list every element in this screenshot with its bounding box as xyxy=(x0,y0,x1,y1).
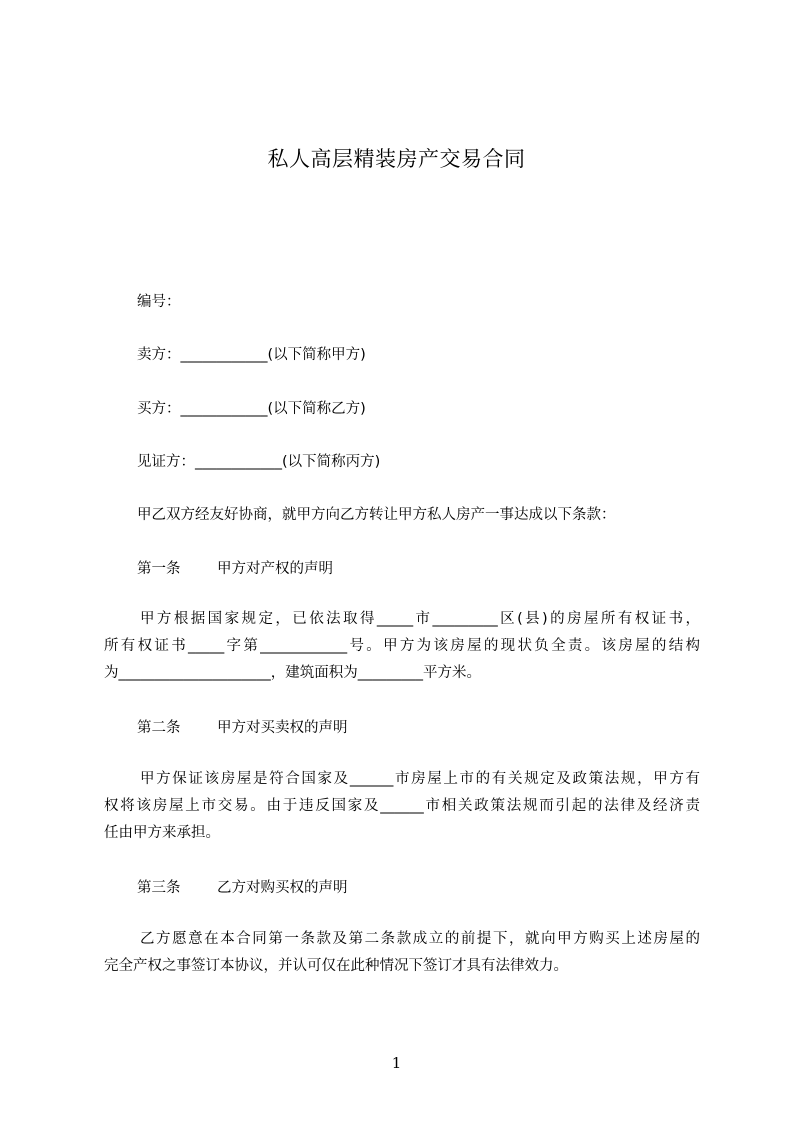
preamble-line: 甲乙双方经友好协商，就甲方向乙方转让甲方私人房产一事达成以下条款： xyxy=(137,507,616,523)
article-number: 第二条 xyxy=(137,720,181,736)
article-1-body xyxy=(104,606,700,687)
serial-number-line: 编号： xyxy=(137,294,181,310)
article-number: 第三条 xyxy=(137,880,181,896)
buyer-line: 买方：____________(以下简称乙方) xyxy=(137,401,366,417)
paragraph-line: 所有权证书_____字第____________号。甲方为该房屋的现状负全责。该房屋的结构 xyxy=(104,638,700,654)
article-heading-text: 甲方对产权的声明 xyxy=(217,561,333,577)
article-heading-text: 乙方对购买权的声明 xyxy=(217,880,348,896)
paragraph-line: 甲方根据国家规定，已依法取得_____市_________区(县)的房屋所有权证书， xyxy=(140,611,700,627)
article-1-heading xyxy=(137,559,333,579)
paragraph-line: 乙方愿意在本合同第一条款及第二条款成立的前提下，就向甲方购买上述房屋的 xyxy=(140,931,700,947)
article-heading-text: 甲方对买卖权的声明 xyxy=(217,720,348,736)
paragraph-line: 甲方保证该房屋是符合国家及______市房屋上市的有关规定及政策法规，甲方有 xyxy=(140,771,700,787)
witness-line: 见证方：____________(以下简称丙方) xyxy=(137,454,381,470)
page-number: 1 xyxy=(391,1054,402,1072)
seller-line: 卖方：____________(以下简称甲方) xyxy=(137,347,366,363)
document-title: 私人高层精装房产交易合同 xyxy=(267,147,526,171)
paragraph-line: 权将该房屋上市交易。由于违反国家及______市相关政策法规而引起的法律及经济责 xyxy=(104,798,700,814)
paragraph-line: 完全产权之事签订本协议，并认可仅在此种情况下签订才具有法律效力。 xyxy=(104,958,568,974)
paragraph-line: 为_____________________，建筑面积为_________平方米。 xyxy=(104,665,481,681)
article-2-heading xyxy=(137,718,348,738)
article-2-body xyxy=(104,766,700,847)
article-3-body xyxy=(104,926,700,980)
paragraph-line: 任由甲方来承担。 xyxy=(104,825,220,841)
article-3-heading xyxy=(137,878,348,898)
article-number: 第一条 xyxy=(137,561,181,577)
